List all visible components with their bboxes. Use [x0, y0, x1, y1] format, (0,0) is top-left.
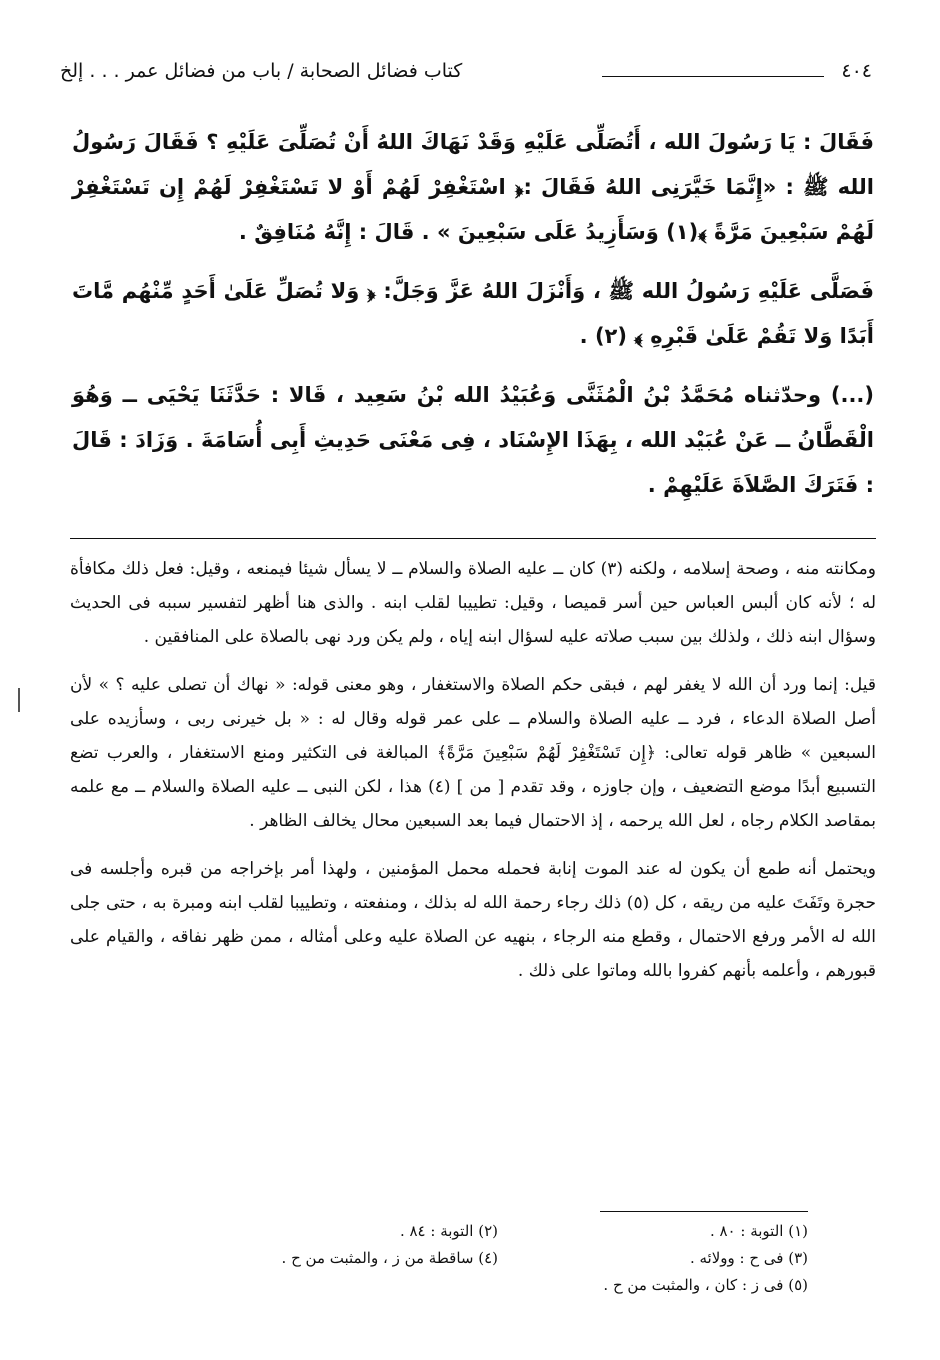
hadith-paragraph-2: فَصَلَّى عَلَيْهِ رَسُولُ الله ﷺ ، وَأَنْزَلَ اللهُ عَزَّ وَجَلَّ: ﴿ وَلا تُصَلِّ عَلَىٰ أَحَدٍ مِّنْهُم مَّاتَ أَبَدًا وَلا تَقُمْ عَلَىٰ قَبْرِهِ ﴾ (٢) . [72, 279, 874, 348]
hadith-paragraph-3: (...) وحدّثناه مُحَمَّدُ بْنُ الْمُثَنَّى وَعُبَيْدُ الله بْنُ سَعِيد ، قَالا : حَدَّثَنَا يَحْيَى ــ وَهُوَ الْقَطَّانُ ــ عَنْ عُبَيْد الله ، بِهَذَا الإِسْنَاد ، فِى مَعْنَى حَدِيثِ أَبِى أُسَامَةَ . وَزَادَ : قَالَ : فَتَرَكَ الصَّلاَةَ عَلَيْهِمْ . [72, 383, 874, 497]
footnote-1: (١) التوبة : ٨٠ . [709, 1222, 808, 1240]
commentary-paragraph-2: قيل: إنما ورد أن الله لا يغفر لهم ، فبقى حكم الصلاة والاستغفار ، وهو معنى قوله: « نهاك أن تصلى عليه ؟ » لأن أصل الصلاة الدعاء ، فرد ــ عليه الصلاة والسلام ــ على عمر قوله وقال له : « بل خيرنى ربى ، وسأزيده على السبعين » ظاهر قوله تعالى: ﴿إِن تَسْتَغْفِرْ لَهُمْ سَبْعِينَ مَرَّةً﴾ المبالغة فى التكثير ومنع الاستغفار ، والعرب تضع التسبيع أبدًا موضع التضعيف ، وإن جاوزه ، وقد تقدم [ من ] (٤) هذا ، لكن النبى ــ عليه الصلاة والسلام ــ مع علمه بمقاصد الكلام رجاه ، لعل الله يرحمه ، إذ الاحتمال فيما بعد السبعين محال يخالف الظاهر . [70, 675, 876, 831]
footnote-row [100, 1218, 808, 1245]
hadith-paragraph-1: فَقَالَ : يَا رَسُولَ الله ، أَتُصَلِّى عَلَيْهِ وَقَدْ نَهَاكَ اللهُ أَنْ تُصَلِّىَ عَلَيْهِ ؟ فَقَالَ رَسُولُ الله ﷺ : «إِنَّمَا خَيَّرَنِى اللهُ فَقَالَ :﴿ اسْتَغْفِرْ لَهُمْ أَوْ لا تَسْتَغْفِرْ لَهُمْ إِن تَسْتَغْفِرْ لَهُمْ سَبْعِينَ مَرَّةً ﴾(١) وَسَأَزِيدُ عَلَى سَبْعِينَ » . قَالَ : إِنَّهُ مُنَافِقٌ . [72, 130, 874, 244]
footnotes [100, 1218, 808, 1299]
footnote-4: (٤) ساقطة من ز ، والمثبت من ح . [281, 1249, 498, 1267]
footnote-rule [600, 1211, 808, 1212]
commentary-paragraph-3: ويحتمل أنه طمع أن يكون له عند الموت إنابة فحمله محمل المؤمنين ، ولهذا أمر بإخراجه من قبره وأجلسه فى حجرة وتَفَتَ عليه من ريقه ، كل (٥) ذلك رجاء رحمة الله له بذلك ، ومنفعته ، وتطييبا لقلب ابنه ومبرة به ، حتى جلى الله له الأمر ورفع الاحتمال ، وقطع منه الرجاء ، بنهيه عن الصلاة عليه وعلى أمثاله ، ممن ظهر نفاقه ، والقيام على قبورهم ، وأعلمه بأنهم كفروا بالله وماتوا على ذلك . [70, 859, 877, 981]
page-number: ٤٠٤ [841, 60, 872, 82]
hadith-text [72, 120, 874, 522]
commentary-paragraph-1: ومكانته منه ، وصحة إسلامه ، ولكنه (٣) كان ــ عليه الصلاة والسلام ــ لا يسأل شيئا فيمنعه ، وقيل: فعل ذلك مكافأة له ؛ لأنه كان ألبس العباس حين أسر قميصا ، وقيل: تطييبا لقلب ابنه . والذى هنا أظهر لتفسير سببه فى الحديث وسؤال ابنه ذلك ، ولذلك بين سبب صلاته عليه لسؤال ابنه إياه ، ولم يكن ورد نهى بالصلاة على المنافقين . [70, 559, 876, 647]
commentary-text [70, 552, 876, 1002]
header-title: كتاب فضائل الصحابة / باب من فضائل عمر . . . إلخ [60, 60, 463, 82]
commentary-separator [70, 538, 876, 539]
header-rule [602, 76, 824, 77]
running-header [60, 52, 872, 86]
footnote-3: (٣) فى ح : وولائه . [689, 1249, 808, 1267]
margin-mark [18, 688, 20, 712]
footnote-2: (٢) التوبة : ٨٤ . [399, 1222, 498, 1240]
footnote-row [100, 1245, 808, 1272]
footnote-row [100, 1272, 808, 1299]
footnote-5: (٥) فى ز : كان ، والمثبت من ح . [603, 1276, 808, 1294]
